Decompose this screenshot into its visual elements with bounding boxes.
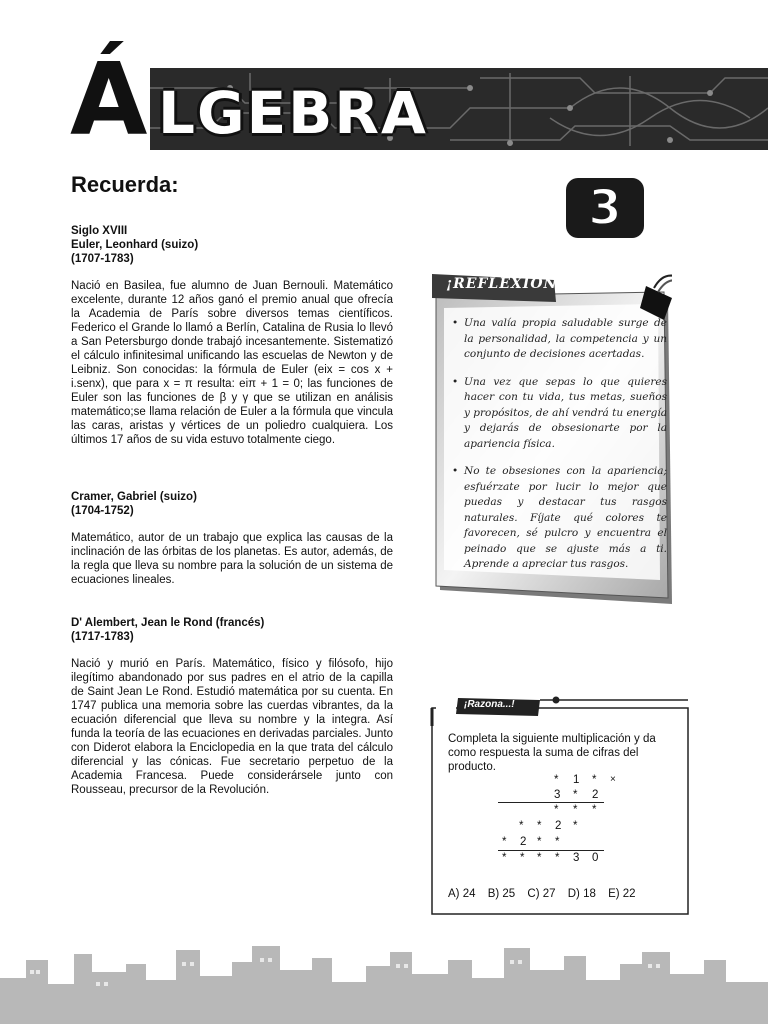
digit: * [573,820,578,832]
bio-name: D' Alembert, Jean le Rond (francés) [71,617,265,629]
sum-line [498,850,604,851]
list-item: • No te obsesiones con la apariencia; esfuérzate por lucir lo mejor que puedas y destacar tus rasgos naturales. Fíjate qué colores te favorecen, sé pulcro y encuentra el peinado que se ajuste más a ti. Aprende a apreciar tus rasgos. [452,464,667,573]
bio-euler-text: Nació en Basilea, fue alumno de Juan Bernouli. Matemático excelente, durante 12 años ganó el premio anual que ofrecía la Academia de París sobre diversos temas científicos. Federico el Grande lo llamó a Berlín, Catalina de Rusia lo llevó a San Petersburgo donde trabajó incesantemente. Sistematizó el cálculo infinitesimal unificando las escuelas de Newton y de Leibniz. Son conocidas: la fórmula de Euler (eix = cos x + i.senx), que para x = π resulta: eiπ + 1 = 0; las funciones de Euler son las funciones de β y γ que se utilizan en análisis matemático;se llama relación de Euler a la fórmula que vincula las caras, aristas y vértices de un poliedro cualquiera. Los últimos 17 años de su vida estuvo totalmente ciego. [71,280,393,446]
reflexiona-list [452,316,667,585]
header-banner [0,0,768,160]
digit: * [555,852,560,864]
digit: * [537,852,542,864]
digit: * [592,774,597,786]
reflexiona-box [432,270,672,604]
answer-options [448,888,645,900]
title-text: LGEBRA [158,79,428,147]
digit: 2 [592,789,599,801]
bio-dalembert-header [71,616,401,644]
digit: 3 [554,789,561,801]
digit: 2 [520,836,527,848]
digit: * [537,836,542,848]
option-e: E) 22 [608,888,636,900]
digit: 2 [555,820,562,832]
digit: * [554,774,559,786]
digit: * [554,804,559,816]
bio-years: (1707-1783) [71,253,134,265]
option-c: C) 27 [527,888,556,900]
razona-box [430,696,692,918]
digit: * [537,820,542,832]
option-d: D) 18 [567,888,596,900]
chapter-number: 3 [588,180,622,236]
digit: 0 [592,852,599,864]
razona-title: ¡Razona...! [464,699,515,710]
title-initial: Á [70,41,148,158]
bio-years: (1704-1752) [71,505,134,517]
city-skyline-footer [0,940,768,1024]
digit: * [502,836,507,848]
digit: 1 [573,774,580,786]
bio-name: Euler, Leonhard (suizo) [71,239,199,251]
bio-cramer-text: Matemático, autor de un trabajo que explica las causas de la inclinación de las órbitas de los planetas. Es autor, además, de la regla que lleva su nombre para la solución de un sistema de ecuaciones lineales. [71,532,393,586]
digit: * [555,836,560,848]
bio-cramer-header [71,490,401,518]
bio-dalembert-text: Nació y murió en París. Matemático, físico y filósofo, hijo ilegítimo abandonado por sus padres en el atrio de la capilla de Saint Jean Le Rond. Estudió matemática por su cuenta. En 1747 publica una memoria sobre las cuerdas vibrantes, da la ecuación diferencial que lleva su nombre y la integra. Así funda la teoría de las ecuaciones en derivadas parciales. Junto con Diderot elabora la Enciclopedia en la que trata del cálculo diferencial y las cónicas. Fue secretario perpetuo de la Academia Francesa. Puede considerársele junto con Rousseau, precursor de la Revolución. [71,658,393,796]
bio-century: Siglo XVIII [71,225,128,237]
list-item: • Una valía propia saludable surge de la personalidad, la competencia y un conjunto de decisiones acertadas. [452,316,667,363]
product-line [498,802,604,803]
page-heading: Recuerda: [71,172,179,197]
bio-name: Cramer, Gabriel (suizo) [71,491,197,503]
digit: * [592,804,597,816]
times-sign: × [610,774,616,785]
digit: * [573,789,578,801]
digit: * [519,820,524,832]
digit: 3 [573,852,580,864]
option-a: A) 24 [448,888,476,900]
option-b: B) 25 [487,888,516,900]
bio-years: (1717-1783) [71,631,134,643]
chapter-badge [566,178,644,238]
bio-euler-header [71,224,401,266]
razona-problem: Completa la siguiente multiplicación y da como respuesta la suma de cifras del producto. [448,733,656,773]
digit: * [502,852,507,864]
multiplication-grid [430,696,692,918]
reflexiona-title: ¡REFLEXIONA! [446,276,577,292]
digit: * [520,852,525,864]
list-item: • Una vez que sepas lo que quieres hacer con tu vida, tus metas, sueños y propósitos, de ahí vendrá tu energía y dejarás de obsesionarte por la apariencia física. [452,375,667,453]
digit: * [573,804,578,816]
